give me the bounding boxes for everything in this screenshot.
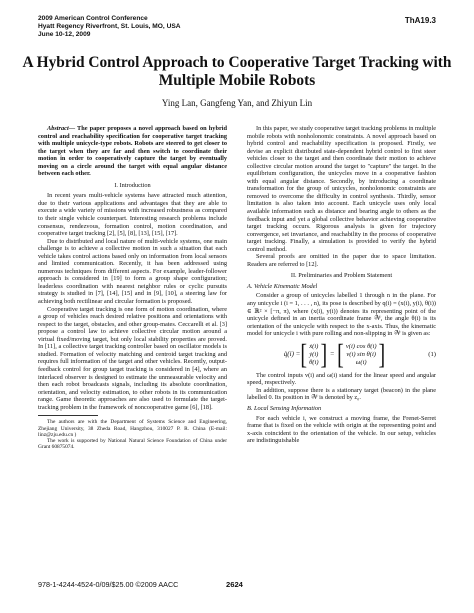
conference-venue: Hyatt Regency Riverfront, St. Louis, MO, USA [38, 22, 181, 30]
conference-name: 2009 American Control Conference [38, 15, 148, 22]
section-heading-intro: I. Introduction [114, 181, 151, 189]
right-bracket: ] [320, 339, 328, 371]
equation-body [247, 339, 422, 371]
vector-entry: v(i) sin θ(i) [346, 350, 376, 358]
footnote-rule [38, 415, 98, 416]
equation-number: (1) [428, 350, 436, 358]
vector-entry: θ̇(i) [309, 358, 319, 366]
body-paragraph: In addition, suppose there is a stationary target (beacon) in the plane labelled 0. Its position in 𝒲 is denoted by z₀. [247, 386, 436, 402]
vector-entry: ω(i) [355, 358, 367, 366]
left-column [38, 125, 227, 451]
paper-title: A Hybrid Control Approach to Cooperative Target Tracking with Multiple Mobile Robots [22, 54, 452, 89]
equation-rhs-vector [346, 343, 377, 367]
subsection-heading-sensing: B. Local Sensing Information [247, 404, 322, 412]
session-code: ThA19.3 [404, 16, 436, 25]
page-number: 2624 [226, 580, 243, 589]
subsection-heading-model: A. Vehicle Kinematic Model [247, 282, 318, 290]
intro-paragraph: In recent years multi-vehicle systems have attracted much attention, due to their various applications and advantages that they are able to execute a wide variety of missions with increased robustness as compared to their single vehicle counterpart. Interesting research problems include consensus, rendezvous, formation control, motion coordination, and cooperative target tracking [2], [5], [8], [13], [15], [17]. [38, 192, 227, 238]
equation-lhs-symbol: q̇(i) = [283, 349, 301, 358]
equation-1 [247, 339, 436, 371]
intro-paragraph: Due to distributed and local nature of multi-vehicle systems, one main challenge is to achieve a collective motion in such a situation that each vehicle takes control actions based only on information from local sensors and limited communication. Recently, it has been addressed using numerous techniques from different aspects. For example, leader-follower approach is considered in [19] to form a group shape configuration; leaderless coordination with nearest neighbor rules or cyclic pursuits strategy is studied in [7], [14], [15] and in [9], [10], a steering law for achieving both rectilinear and circular formation is proposed. [38, 237, 227, 306]
footnote-funding: The work is supported by National Natural Science Foundation of China under Grant 60875074. [38, 438, 227, 451]
right-column [247, 125, 436, 445]
model-paragraph: Consider a group of unicycles labelled 1 through n in the plane. For any unicycle i (i = 1, . . . , n), its pose is described by q(i) = (x(i), y(i), θ(i)) ∈ ℝ² × [−π, π), where (x(i), y(i)) denotes its representing point of the unicycle defined in an inertia coordinate frame 𝒲, the angle θ(i) is its orientation of the unicycle with respect to the x-axis. Thus, the kinematic model for unicycle i with pure rolling and non-slipping in 𝒲 is given as: [247, 292, 436, 338]
equals-sign: = [330, 349, 335, 358]
vector-entry: ẏ(i) [309, 350, 319, 358]
body-paragraph: Several proofs are omitted in the paper due to space limitation. Readers are referred to [12]. [247, 253, 436, 268]
isbn-copyright: 978-1-4244-4524-0/09/$25.00 ©2009 AACC [38, 580, 179, 589]
right-bracket: ] [378, 339, 386, 371]
vector-entry: ẋ(i) [309, 342, 319, 350]
body-paragraph: The control inputs v(i) and ω(i) stand for the linear speed and angular speed, respectively. [247, 371, 436, 387]
section-heading-prelim: II. Preliminaries and Problem Statement [290, 272, 393, 280]
abstract-text: — The paper proposes a novel approach based on hybrid control and reachability specification for cooperative target tracking with multiple unicycle-type robots. Robots are steered to get closer to the target when they are far and then switch to coordinate their motion in order to cooperatively capture the target by eventually moving on a circle around the target with equal angular distance between each other. [38, 125, 227, 178]
abstract [38, 125, 227, 178]
paper-authors: Ying Lan, Gangfeng Yan, and Zhiyun Lin [161, 98, 313, 108]
footnote-affiliation: The authors are with the Department of Systems Science and Engineering, Zhejiang University, 38 Zheda Road, Hangzhou, 310027 P. R. China (E-mail: linz@zju.edu.cn ) [38, 419, 227, 438]
conference-dates: June 10-12, 2009 [38, 30, 91, 38]
vector-entry: v(i) cos θ(i) [345, 342, 377, 350]
sensing-paragraph: For each vehicle i, we construct a moving frame, the Frenet-Serret frame that is fixed on the vehicle with origin at the representing point and x-axis coincident to the orientation of the vehicle. In our setup, vehicles are indistinguishable [247, 414, 436, 445]
equation-lhs-vector [309, 343, 318, 367]
left-bracket: [ [300, 339, 308, 371]
left-bracket: [ [337, 339, 344, 371]
conference-header [38, 15, 181, 38]
abstract-lead: Abstract [47, 125, 69, 132]
intro-paragraph: Cooperative target tracking is one form of motion coordination, where a group of vehicles reach desired relative positions and orientations with respect to the target, obstacles, and other group-mates. Ceccarelli et al. [3] propose a control law to achieve collective circular motion around a virtual fixed/moving target, but only local stability properties are proved. In [11], a collective target tracking controller based on oscillator models is studied. Formation of velocity matching and centroid target tracking and requires full information of the target and other vehicles. Recently, output-feedback control for group target tracking is considered in [4], where an interlaced observer is designed to estimate the unmeasurable velocity and then each robot broadcasts signals, including its absolute coordination, orientation, and velocity estimation, to other robots in its communication range. Game theoretic approaches are also used to formulate the target-tracking problem in the framework of noncooperative game [6], [18]. [38, 305, 227, 411]
body-paragraph: In this paper, we study cooperative target tracking problems in multiple mobile robots with nonholonomic constraints. A novel approach based on hybrid control and reachability specification is proposed. Firstly, we devise an explicit distributed state-dependent hybrid control to first steer vehicles closer to the target and then coordinate their motion to achieve collective circular motion around the target to "capture" the target. In the equilibrium configuration, the unicycles move in a cooperative fashion with equal angular distance. Secondly, by introducing a coordinate transformation for the group of unicycles, nonholonomic constraints are removed to overcome the difficulty in control synthesis. Thirdly, sensor limitation is also taken into account. Each unicycle uses only local available information such as distance and bearing angle to others as the feedback input and yet a global collective behavior achieving cooperative target tracking occurs. Rigorous analysis is given for trajectory convergence, set invariance, and reachability in the process of cooperative target tracking. Finally, a simulation is provided to verify the hybrid control method. [247, 125, 436, 253]
